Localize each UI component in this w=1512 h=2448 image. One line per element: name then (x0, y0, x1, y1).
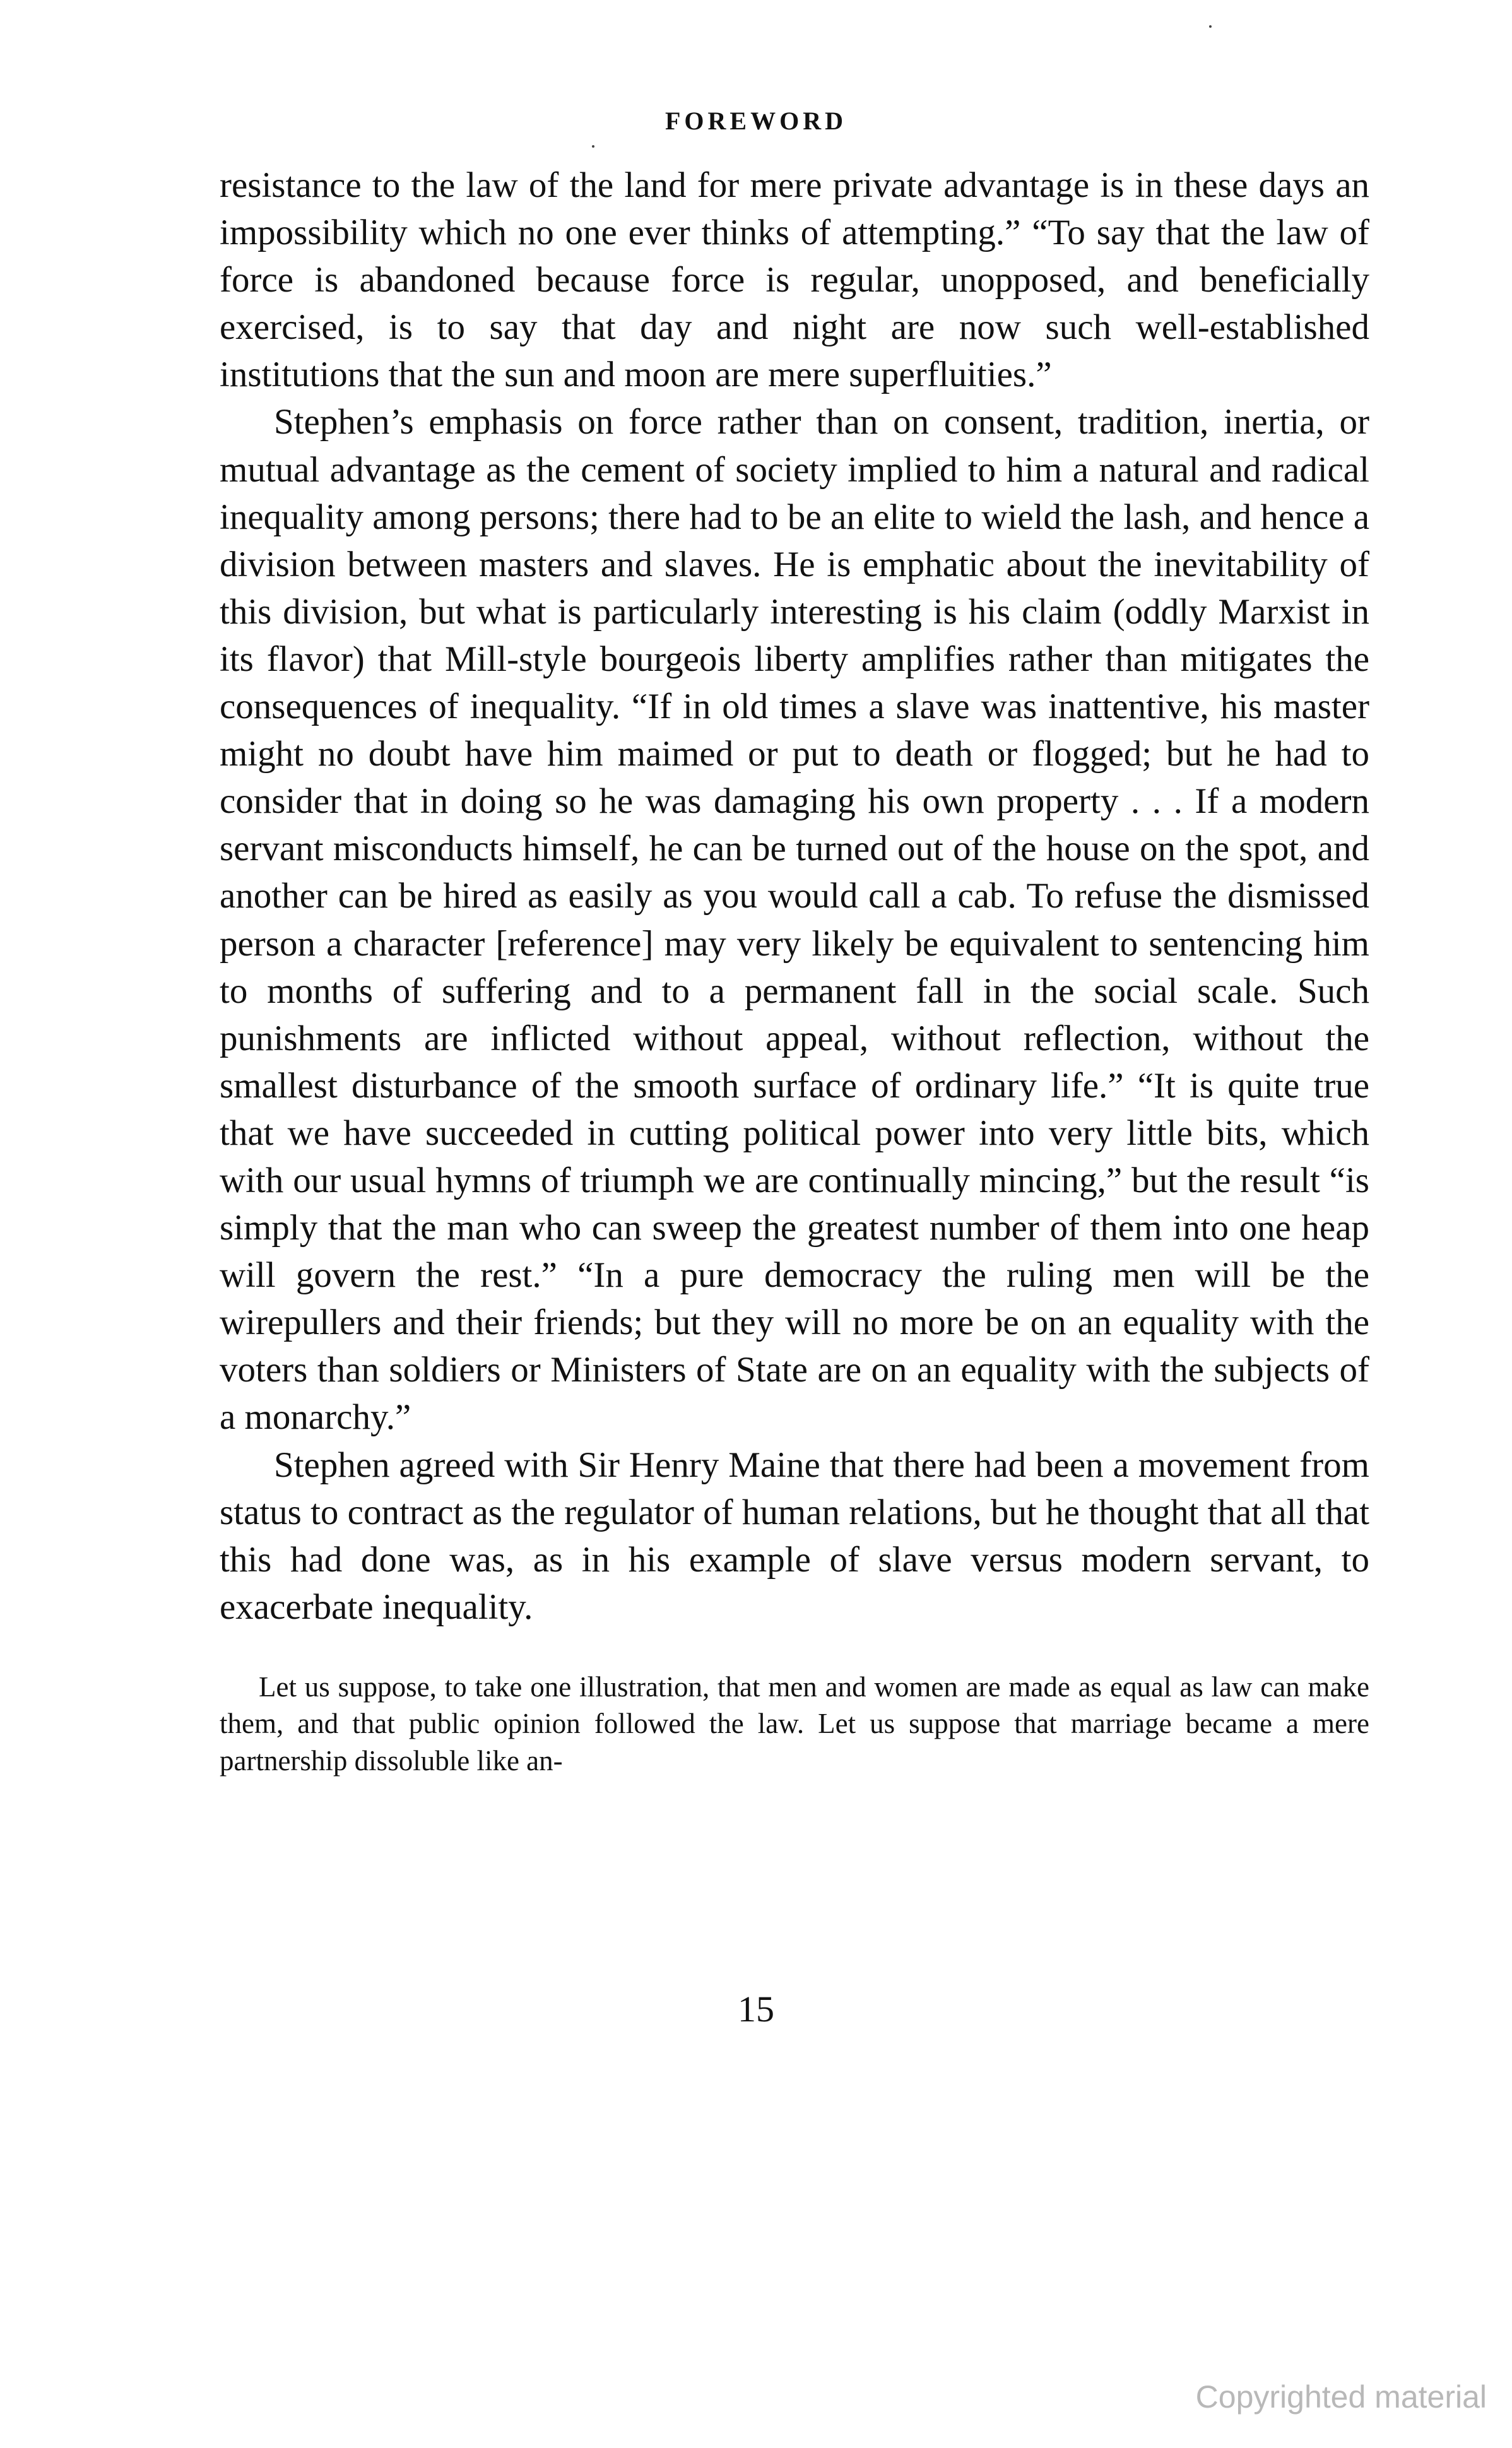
running-head: FOREWORD (665, 107, 847, 135)
paragraph-stephen-force: Stephen’s emphasis on force rather than on consent, tradition, inertia, or mutual advantage as the cement of society implied to him a natural and radical inequality among persons; there had to be an elite to wield the lash, and hence a division between masters and slaves. He is emphatic about the inevitability of this division, but what is particularly interesting is his claim (oddly Marxist in its flavor) that Mill-style bourgeois liberty amplifies rather than mitigates the consequences of inequality. “If in old times a slave was inattentive, his master might no doubt have him maimed or put to death or flogged; but he had to consider that in doing so he was damaging his own property . . . If a modern servant misconducts himself, he can be turned out of the house on the spot, and another can be hired as easily as you would call a cab. To refuse the dismissed person a character [reference] may very likely be equivalent to sentencing him to months of suffering and to a permanent fall in the social scale. Such punishments are inflicted without appeal, without reflection, without the smallest disturbance of the smooth surface of ordinary life.” “It is quite true that we have succeeded in cutting political power into very little bits, which with our usual hymns of triumph we are continually mincing,” but the result “is simply that the man who can sweep the greatest number of them into one heap will govern the rest.” “In a pure democracy the ruling men will be the wirepullers and their friends; but they will no more be on an equality with the voters than soldiers or Ministers of State are on an equality with the subjects of a monarchy.” (220, 402, 1369, 1438)
page-number: 15 (738, 1989, 774, 2030)
copyright-watermark: Copyrighted material (1195, 2379, 1487, 2415)
scan-speck (592, 145, 594, 148)
paragraph-continued: resistance to the law of the land for mere private advantage is in these days an impossibility which no one ever thinks of attempting.” “To say that the law of force is abandoned because force is regular, unopposed, and beneficially exercised, is to say that day and night are now such well-established institutions that the sun and moon are mere superfluities.” (220, 165, 1369, 395)
body-text (220, 162, 1369, 1779)
paragraph-stephen-maine: Stephen agreed with Sir Henry Maine that there had been a movement from status to contract as the regulator of human relations, but he thought that all that this had done was, as in his example of slave versus modern servant, to exacerbate inequality. (220, 1445, 1369, 1627)
scan-speck (1209, 25, 1212, 28)
block-quote: Let us suppose, to take one illustration, that men and women are made as equal as law can make them, and that public opinion followed the law. Let us suppose that marriage became a mere partnership dissoluble like an- (220, 1670, 1369, 1777)
